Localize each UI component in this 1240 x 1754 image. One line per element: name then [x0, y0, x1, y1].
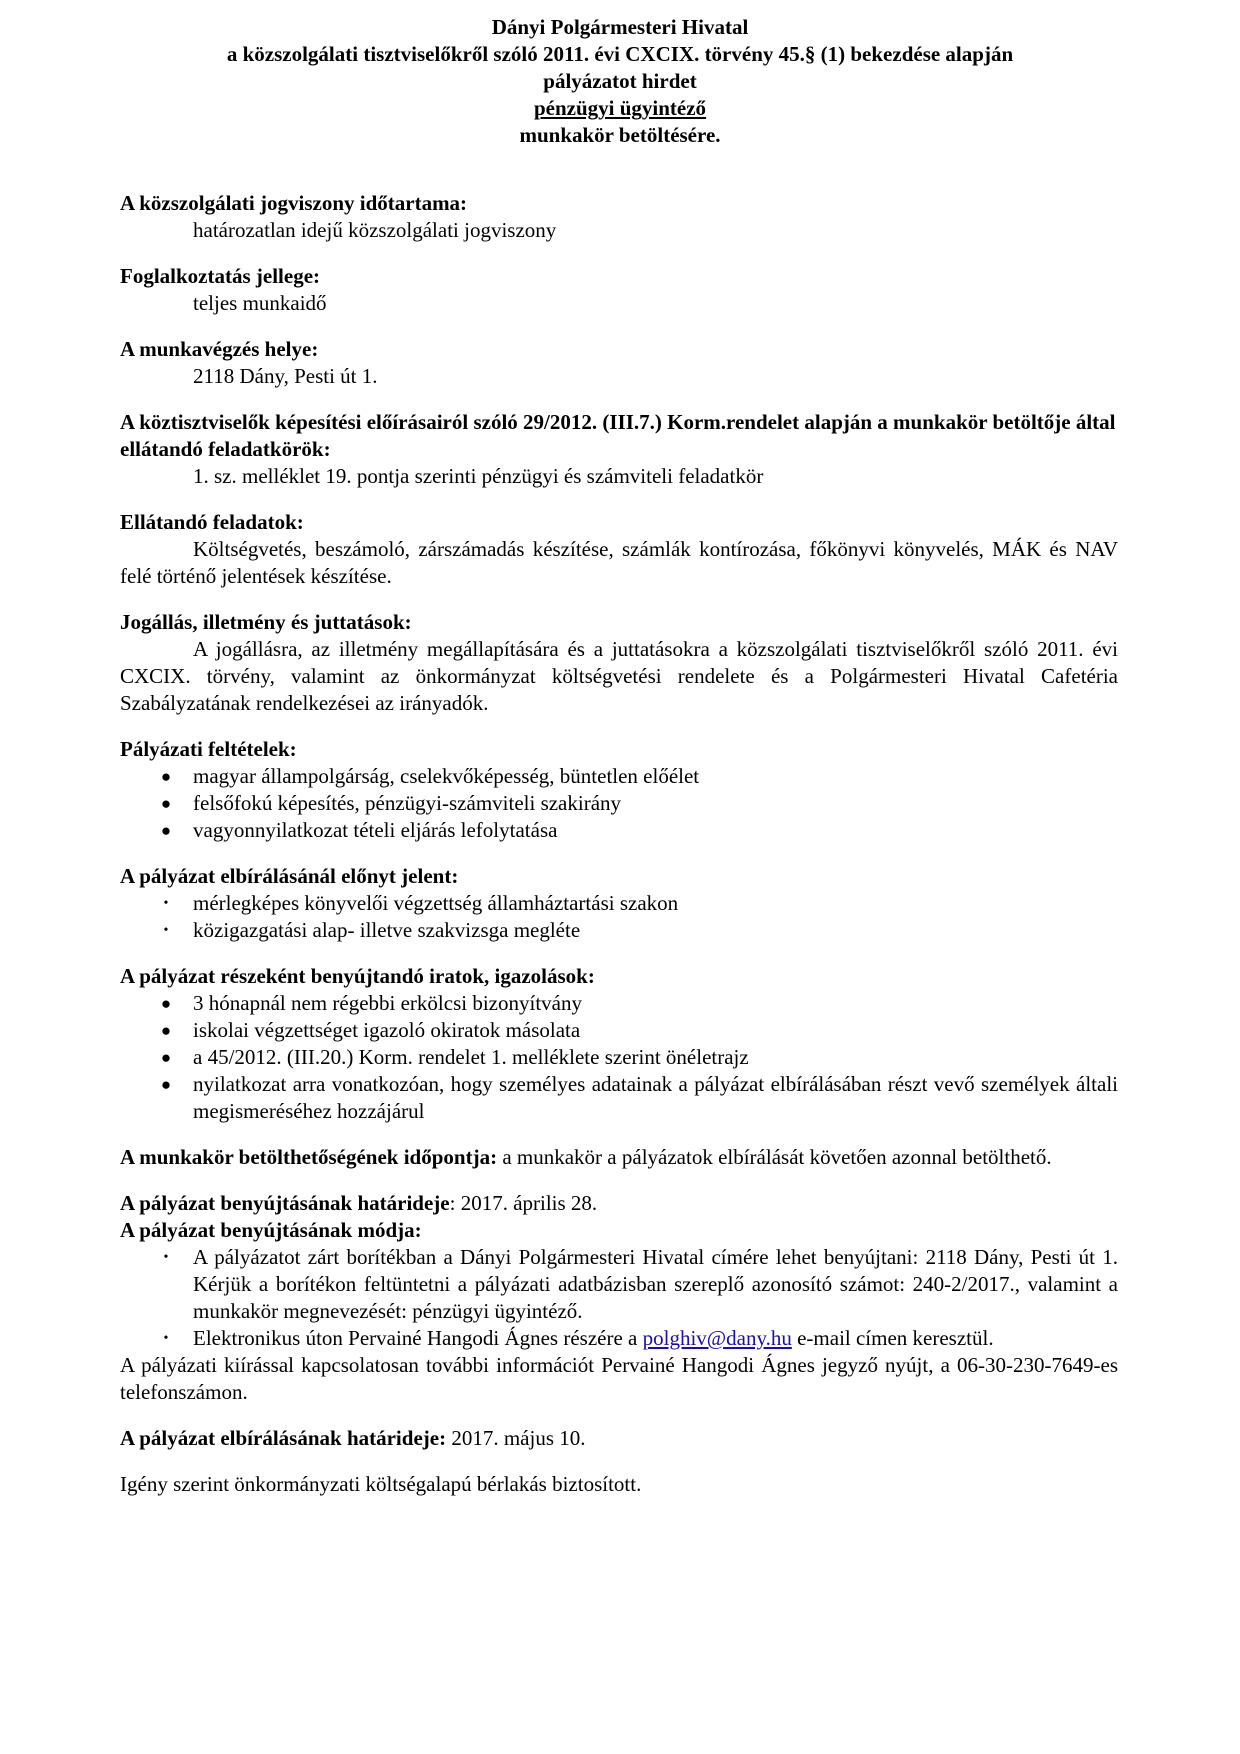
list-item-text: 3 hónapnál nem régebbi erkölcsi bizonyítvány: [193, 991, 582, 1015]
legal-basis: a közszolgálati tisztviselőkről szóló 2011. évi CXCIX. törvény 45.§ (1) bekezdése alapján: [226, 42, 1014, 66]
section-hely: [120, 336, 1118, 390]
section-heading: Foglalkoztatás jellege:: [120, 264, 321, 288]
documents-list: [120, 990, 1118, 1125]
section-text: Költségvetés, beszámoló, zárszámadás készítése, számlák kontírozása, főkönyvi könyvelés, MÁK és NAV felé történő jelentések készítése.: [120, 537, 1118, 588]
section-betoltes: [120, 1144, 1118, 1171]
section-heading: A munkavégzés helye:: [120, 337, 319, 361]
section-iratok: [120, 963, 1118, 1125]
section-heading: A pályázat benyújtásának módja:: [120, 1218, 422, 1242]
list-item: [120, 1071, 1118, 1125]
advantages-list: [120, 890, 1118, 944]
list-item-text: A pályázatot zárt borítékban a Dányi Polgármesteri Hivatal címére lehet benyújtani: 2118 Dány, Pesti út 1. Kérjük a borítékon feltüntetni a pályázati adatbázisban szereplő azonosító számot: 240-2/2017., valamint a munkakör megnevezését: pénzügyi ügyintéző.: [193, 1245, 1118, 1323]
section-heading: Ellátandó feladatok:: [120, 510, 304, 534]
bullet-icon: ●: [160, 794, 172, 813]
section-text: a munkakör a pályázatok elbírálását követően azonnal betölthető.: [497, 1145, 1052, 1169]
section-heading: A köztisztviselők képesítési előírásairól szóló 29/2012. (III.7.) Korm.rendelet alapján a munkakör betöltője által ellátandó feladatkörök:: [120, 410, 1116, 461]
section-text: 1. sz. melléklet 19. pontja szerinti pénzügyi és számviteli feladatkör: [193, 464, 764, 488]
conditions-list: [120, 763, 1118, 844]
list-item: [120, 763, 1118, 790]
issuer-title: Dányi Polgármesteri Hivatal: [491, 15, 749, 39]
section-info: [120, 1352, 1118, 1406]
section-heading: A közszolgálati jogviszony időtartama:: [120, 191, 468, 215]
list-item-text: felsőfokú képesítés, pénzügyi-számviteli szakirány: [193, 791, 622, 815]
section-heading: Pályázati feltételek:: [120, 737, 297, 761]
section-hatarido: [120, 1190, 1118, 1217]
document-header: [120, 14, 1120, 149]
housing-text: Igény szerint önkormányzati költségalapú bérlakás biztosított.: [120, 1472, 642, 1496]
section-heading: A pályázat elbírálásánál előnyt jelent:: [120, 864, 459, 888]
section-elbiralas: [120, 1425, 1118, 1452]
list-item: [120, 1325, 1118, 1352]
section-jogallas: [120, 609, 1118, 717]
bullet-icon: ●: [160, 994, 172, 1013]
position-title: pénzügyi ügyintéző: [533, 96, 707, 120]
list-item-text: vagyonnyilatkozat tételi eljárás lefolytatása: [193, 818, 558, 842]
section-text: : 2017. április 28.: [449, 1191, 598, 1215]
bullet-icon: ●: [160, 1075, 172, 1094]
list-item: [120, 890, 1118, 917]
section-text: teljes munkaidő: [193, 291, 327, 315]
section-modja: [120, 1217, 1118, 1352]
document-body: [120, 190, 1118, 1517]
list-item-text-after: e-mail címen keresztül.: [791, 1326, 994, 1350]
section-jogviszony: [120, 190, 1118, 244]
section-jelleg: [120, 263, 1118, 317]
list-item: [120, 990, 1118, 1017]
bullet-icon: •: [163, 923, 169, 938]
section-elony: [120, 863, 1118, 944]
list-item-text: közigazgatási alap- illetve szakvizsga megléte: [193, 918, 581, 942]
list-item: [120, 1017, 1118, 1044]
section-label: A pályázat benyújtásának határideje: [120, 1191, 450, 1215]
section-berlakas: [120, 1471, 1118, 1498]
list-item: [120, 790, 1118, 817]
bullet-icon: ●: [160, 767, 172, 786]
section-text: határozatlan idejű közszolgálati jogviszony: [193, 218, 557, 242]
section-heading: Jogállás, illetmény és juttatások:: [120, 610, 412, 634]
list-item: [120, 817, 1118, 844]
list-item-text: a 45/2012. (III.20.) Korm. rendelet 1. melléklete szerint önéletrajz: [193, 1045, 749, 1069]
list-item: [120, 1044, 1118, 1071]
section-label: A pályázat elbírálásának határideje:: [120, 1426, 447, 1450]
list-item-text: mérlegképes könyvelői végzettség államháztartási szakon: [193, 891, 679, 915]
bullet-icon: •: [163, 896, 169, 911]
bullet-icon: ●: [160, 1048, 172, 1067]
announcement-line: pályázatot hirdet: [543, 69, 697, 93]
section-text: A jogállásra, az illetmény megállapítására és a juttatásokra a közszolgálati tisztviselőkről szóló 2011. évi CXCIX. törvény, valamint az önkormányzat költségvetési rendelete és a Polgármesteri Hivatal Cafetéria Szabályzatának rendelkezései az irányadók.: [120, 637, 1118, 715]
section-text: 2118 Dány, Pesti út 1.: [193, 364, 378, 388]
email-link[interactable]: polghiv@dany.hu: [642, 1326, 792, 1350]
list-item: [120, 1244, 1118, 1325]
section-feltetelek: [120, 736, 1118, 844]
list-item-text: magyar állampolgárság, cselekvőképesség, büntetlen előélet: [193, 764, 700, 788]
bullet-icon: ●: [160, 1021, 172, 1040]
info-text: A pályázati kiírással kapcsolatosan további információt Pervainé Hangodi Ágnes jegyző nyújt, a 06-30-230-7649-es telefonszámon.: [120, 1353, 1118, 1404]
bullet-icon: ●: [160, 821, 172, 840]
list-item-text: iskolai végzettséget igazoló okiratok másolata: [193, 1018, 581, 1042]
list-item: [120, 917, 1118, 944]
list-item-text-before: Elektronikus úton Pervainé Hangodi Ágnes részére a: [193, 1326, 643, 1350]
section-kepesites: [120, 409, 1118, 490]
submission-list: [120, 1244, 1118, 1352]
section-text: 2017. május 10.: [446, 1426, 586, 1450]
section-label: A munkakör betölthetőségének időpontja:: [120, 1145, 498, 1169]
list-item-text: nyilatkozat arra vonatkozóan, hogy személyes adatainak a pályázat elbírálásában részt vevő személyek általi megismeréséhez hozzájárul: [193, 1072, 1118, 1123]
section-heading: A pályázat részeként benyújtandó iratok, igazolások:: [120, 964, 595, 988]
bullet-icon: •: [163, 1250, 169, 1265]
position-suffix: munkakör betöltésére.: [519, 123, 721, 147]
bullet-icon: •: [163, 1331, 169, 1346]
section-feladatok: [120, 509, 1118, 590]
